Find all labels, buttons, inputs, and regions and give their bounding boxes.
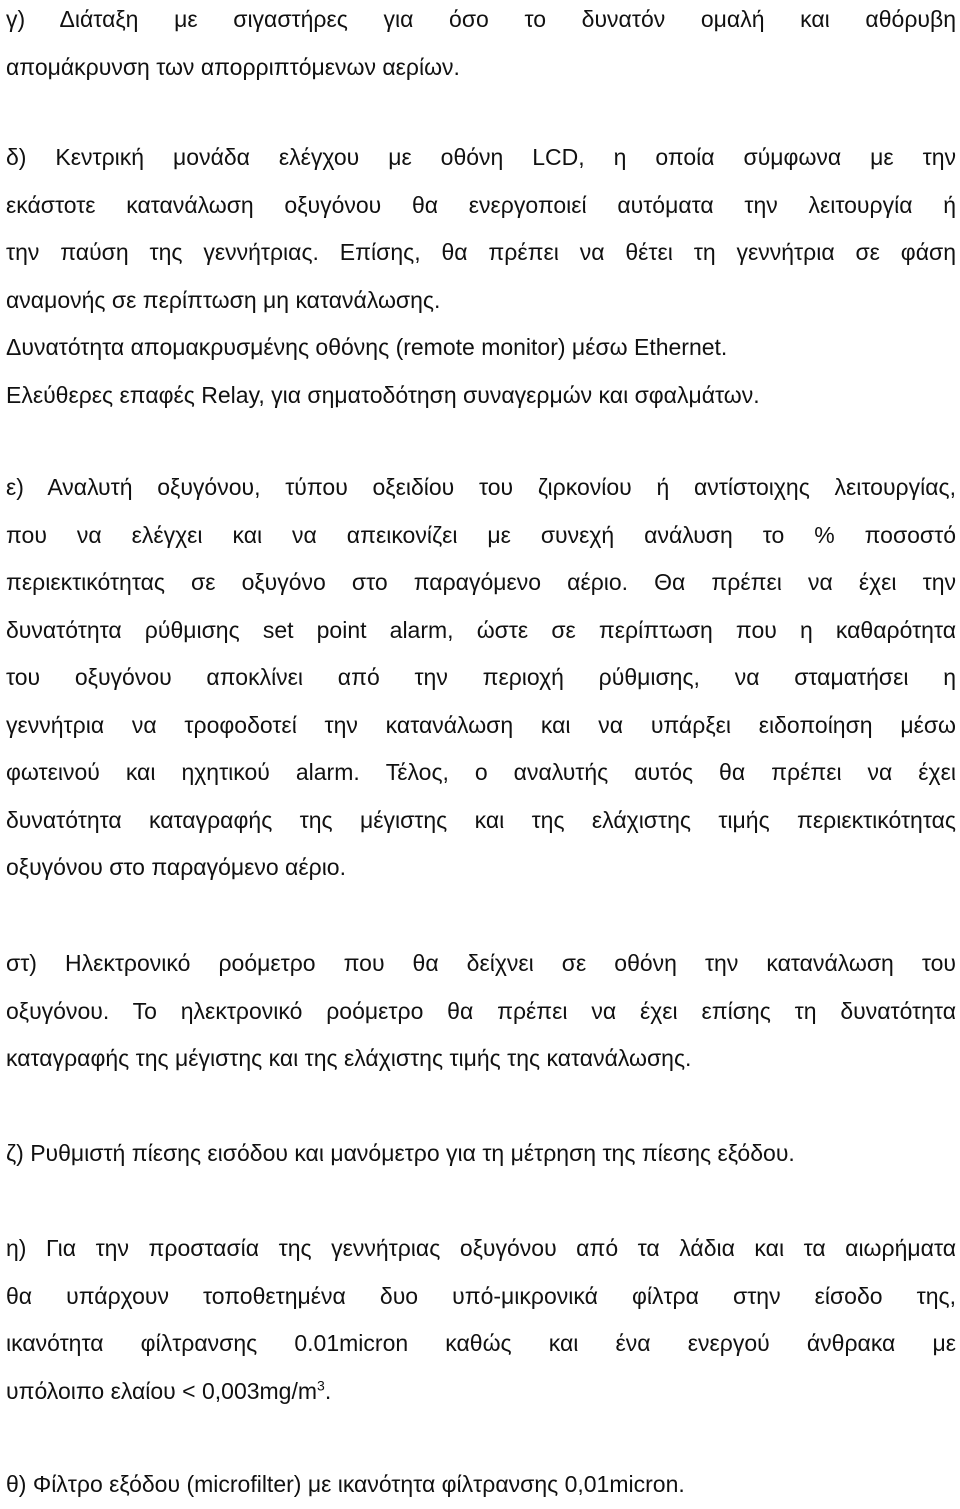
text-line: την παύση της γεννήτριας. Επίσης, θα πρέπει να θέτει τη γεννήτρια σε φάση xyxy=(6,239,956,265)
paragraph-z xyxy=(6,1130,956,1178)
text-line: ζ) Ρυθμιστή πίεσης εισόδου και μανόμετρο για τη μέτρηση της πίεσης εξόδου. xyxy=(6,1140,795,1166)
paragraph-h xyxy=(6,1225,956,1415)
text-fragment: υπόλοιπο ελαίου < 0,003mg/m xyxy=(6,1377,318,1404)
text-fragment: . xyxy=(324,1377,332,1404)
paragraph-g xyxy=(6,0,956,91)
text-line: στ) Ηλεκτρονικό ροόμετρο που θα δείχνει σε οθόνη την κατανάλωση του xyxy=(6,950,956,976)
text-line: αναμονής σε περίπτωση μη κατανάλωσης. xyxy=(6,286,441,313)
text-line: απομάκρυνση των απορριπτόμενων αερίων. xyxy=(6,53,460,80)
text-line: δυνατότητα καταγραφής της μέγιστης και της ελάχιστης τιμής περιεκτικότητας xyxy=(6,806,956,833)
text-line: που να ελέγχει και να απεικονίζει με συνεχή ανάλυση το % ποσοστό xyxy=(6,521,956,548)
paragraph-th xyxy=(6,1461,956,1509)
paragraph-e xyxy=(6,464,956,892)
text-line: οξυγόνου. Το ηλεκτρονικό ροόμετρο θα πρέπει να έχει επίσης τη δυνατότητα xyxy=(6,997,956,1024)
text-line: εκάστοτε κατανάλωση οξυγόνου θα ενεργοποιεί αυτόματα την λειτουργία ή xyxy=(6,191,956,218)
text-line: δ) Κεντρική μονάδα ελέγχου με οθόνη LCD, η οποία σύμφωνα με την xyxy=(6,144,956,170)
text-line: του οξυγόνου αποκλίνει από την περιοχή ρύθμισης, να σταματήσει η xyxy=(6,664,956,690)
text-line xyxy=(6,1368,956,1416)
superscript-exponent: 3 xyxy=(317,1376,325,1393)
text-line: Δυνατότητα απομακρυσμένης οθόνης (remote monitor) μέσω Ethernet. xyxy=(6,334,728,360)
text-line: περιεκτικότητας σε οξυγόνο στο παραγόμενο αέριο. Θα πρέπει να έχει την xyxy=(6,569,956,595)
text-line: θα υπάρχουν τοποθετημένα δυο υπό-μικρονικά φίλτρα στην είσοδο της, xyxy=(6,1282,956,1309)
text-line: γεννήτρια να τροφοδοτεί την κατανάλωση και να υπάρξει ειδοποίηση μέσω xyxy=(6,711,956,738)
text-line: φωτεινού και ηχητικού alarm. Τέλος, ο αναλυτής αυτός θα πρέπει να έχει xyxy=(6,759,956,785)
text-line: οξυγόνου στο παραγόμενο αέριο. xyxy=(6,854,346,880)
text-line: Ελεύθερες επαφές Relay, για σηματοδότηση συναγερμών και σφαλμάτων. xyxy=(6,381,760,408)
paragraph-d xyxy=(6,134,956,419)
text-line: θ) Φίλτρο εξόδου (microfilter) με ικανότητα φίλτρανσης 0,01micron. xyxy=(6,1471,685,1497)
text-line: ικανότητα φίλτρανσης 0.01micron καθώς και ένα ενεργού άνθρακα με xyxy=(6,1330,956,1356)
text-line: δυνατότητα ρύθμισης set point alarm, ώστε σε περίπτωση που η καθαρότητα xyxy=(6,616,956,643)
paragraph-st xyxy=(6,940,956,1083)
text-line: η) Για την προστασία της γεννήτριας οξυγόνου από τα λάδια και τα αιωρήματα xyxy=(6,1235,956,1261)
text-line: καταγραφής της μέγιστης και της ελάχιστης τιμής της κατανάλωσης. xyxy=(6,1045,692,1071)
text-line: ε) Αναλυτή οξυγόνου, τύπου οξειδίου του ζιρκονίου ή αντίστοιχης λειτουργίας, xyxy=(6,474,956,500)
text-line: γ) Διάταξη με σιγαστήρες για όσο το δυνατόν ομαλή και αθόρυβη xyxy=(6,6,956,32)
